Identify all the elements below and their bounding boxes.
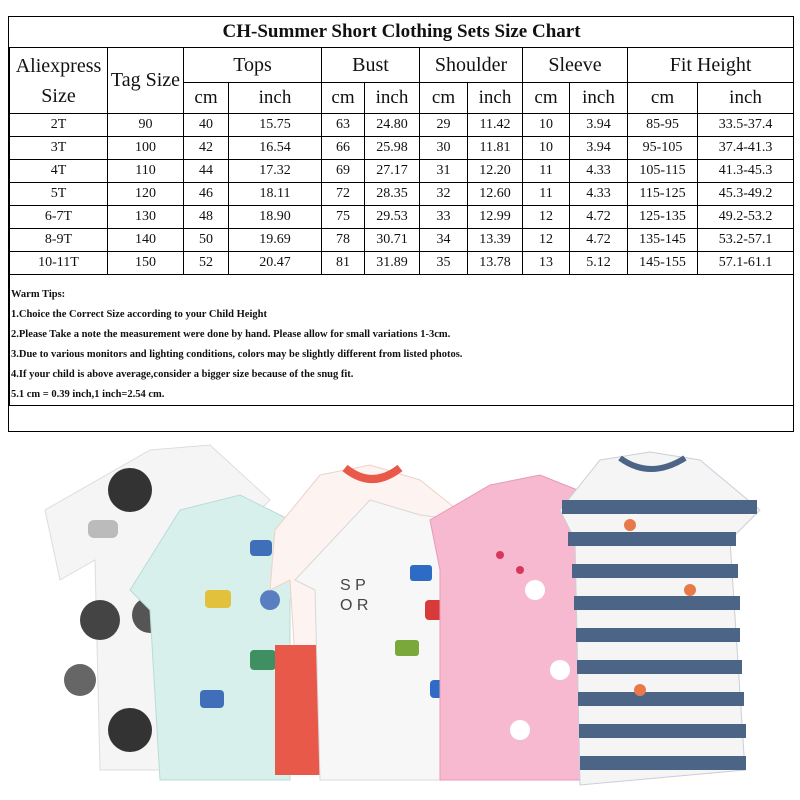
- table-row: [10, 160, 794, 183]
- table-cell: 110: [108, 160, 184, 183]
- table-cell: 25.98: [365, 137, 420, 160]
- tips-heading: Warm Tips:: [11, 289, 66, 300]
- table-cell: 53.2-57.1: [698, 229, 794, 252]
- table-cell: 81: [322, 252, 365, 275]
- table-cell: 12: [523, 206, 570, 229]
- table-cell: 140: [108, 229, 184, 252]
- unit-header: inch: [229, 83, 322, 114]
- table-cell: 10: [523, 137, 570, 160]
- unit-header: cm: [184, 83, 229, 114]
- table-cell: 49.2-53.2: [698, 206, 794, 229]
- table-cell: 63: [322, 114, 365, 137]
- table-cell: 30.71: [365, 229, 420, 252]
- chart-title: CH-Summer Short Clothing Sets Size Chart: [10, 17, 794, 48]
- table-cell: 29: [420, 114, 468, 137]
- tip-item: 1.Choice the Correct Size according to your Child Height: [11, 309, 267, 320]
- svg-text:O R: O R: [340, 597, 369, 614]
- table-cell: 34: [420, 229, 468, 252]
- table-cell: 5T: [10, 183, 108, 206]
- product-photo: [0, 440, 800, 800]
- table-cell: 3.94: [570, 114, 628, 137]
- tip-item: 2.Please Take a note the measurement were done by hand. Please allow for small variations 1-3cm.: [11, 329, 451, 340]
- unit-header: cm: [523, 83, 570, 114]
- table-cell: 27.17: [365, 160, 420, 183]
- table-cell: 44: [184, 160, 229, 183]
- table-cell: 75: [322, 206, 365, 229]
- table-cell: 13.78: [468, 252, 523, 275]
- table-cell: 150: [108, 252, 184, 275]
- table-cell: 90: [108, 114, 184, 137]
- table-cell: 115-125: [628, 183, 698, 206]
- size-chart: [8, 16, 794, 432]
- table-cell: 6-7T: [10, 206, 108, 229]
- table-cell: 2T: [10, 114, 108, 137]
- table-cell: 11: [523, 160, 570, 183]
- table-row: [10, 206, 794, 229]
- table-cell: 24.80: [365, 114, 420, 137]
- unit-header: inch: [570, 83, 628, 114]
- table-cell: 12.99: [468, 206, 523, 229]
- table-row: [10, 229, 794, 252]
- table-cell: 10: [523, 114, 570, 137]
- table-cell: 48: [184, 206, 229, 229]
- table-cell: 28.35: [365, 183, 420, 206]
- unit-header: inch: [365, 83, 420, 114]
- table-cell: 17.32: [229, 160, 322, 183]
- table-cell: 33: [420, 206, 468, 229]
- table-cell: 3.94: [570, 137, 628, 160]
- table-cell: 4.72: [570, 229, 628, 252]
- table-cell: 130: [108, 206, 184, 229]
- table-cell: 41.3-45.3: [698, 160, 794, 183]
- table-cell: 11: [523, 183, 570, 206]
- table-cell: 11.42: [468, 114, 523, 137]
- table-cell: 19.69: [229, 229, 322, 252]
- table-cell: 13: [523, 252, 570, 275]
- table-cell: 11.81: [468, 137, 523, 160]
- table-cell: 3T: [10, 137, 108, 160]
- table-cell: 31: [420, 160, 468, 183]
- table-row: [10, 252, 794, 275]
- table-row: [10, 114, 794, 137]
- sleeve-header: Sleeve: [523, 48, 628, 83]
- table-cell: 72: [322, 183, 365, 206]
- table-cell: 35: [420, 252, 468, 275]
- size-rows: [10, 114, 794, 275]
- unit-header: cm: [322, 83, 365, 114]
- table-cell: 4.33: [570, 160, 628, 183]
- table-row: [10, 183, 794, 206]
- unit-header: inch: [468, 83, 523, 114]
- unit-header: inch: [698, 83, 794, 114]
- table-cell: 42: [184, 137, 229, 160]
- table-cell: 12: [523, 229, 570, 252]
- table-cell: 66: [322, 137, 365, 160]
- tip-item: 5.1 cm = 0.39 inch,1 inch=2.54 cm.: [11, 389, 165, 400]
- aliexpress-size-header: Aliexpress Size: [10, 48, 108, 114]
- tops-header: Tops: [184, 48, 322, 83]
- table-cell: 29.53: [365, 206, 420, 229]
- table-cell: 125-135: [628, 206, 698, 229]
- table-cell: 12.20: [468, 160, 523, 183]
- table-cell: 4.33: [570, 183, 628, 206]
- table-cell: 20.47: [229, 252, 322, 275]
- shoulder-header: Shoulder: [420, 48, 523, 83]
- table-cell: 5.12: [570, 252, 628, 275]
- table-cell: 18.90: [229, 206, 322, 229]
- table-cell: 40: [184, 114, 229, 137]
- tag-size-header: Tag Size: [108, 48, 184, 114]
- table-cell: 4T: [10, 160, 108, 183]
- fit-height-header: Fit Height: [628, 48, 794, 83]
- table-cell: 31.89: [365, 252, 420, 275]
- table-cell: 105-115: [628, 160, 698, 183]
- table-cell: 8-9T: [10, 229, 108, 252]
- table-cell: 50: [184, 229, 229, 252]
- table-cell: 45.3-49.2: [698, 183, 794, 206]
- table-cell: 145-155: [628, 252, 698, 275]
- table-cell: 32: [420, 183, 468, 206]
- table-cell: 85-95: [628, 114, 698, 137]
- table-cell: 10-11T: [10, 252, 108, 275]
- table-cell: 4.72: [570, 206, 628, 229]
- size-table: [9, 17, 794, 406]
- table-row: [10, 137, 794, 160]
- blue-stripe-set-image: [560, 452, 760, 785]
- table-cell: 13.39: [468, 229, 523, 252]
- table-cell: 52: [184, 252, 229, 275]
- warm-tips: [10, 275, 794, 406]
- tip-item: 4.If your child is above average,consider a bigger size because of the snug fit.: [11, 369, 354, 380]
- bust-header: Bust: [322, 48, 420, 83]
- table-cell: 57.1-61.1: [698, 252, 794, 275]
- table-cell: 135-145: [628, 229, 698, 252]
- unit-header: cm: [628, 83, 698, 114]
- table-cell: 95-105: [628, 137, 698, 160]
- table-cell: 120: [108, 183, 184, 206]
- tip-item: 3.Due to various monitors and lighting conditions, colors may be slightly different from listed photos.: [11, 349, 463, 360]
- table-cell: 33.5-37.4: [698, 114, 794, 137]
- table-cell: 16.54: [229, 137, 322, 160]
- table-cell: 78: [322, 229, 365, 252]
- table-cell: 30: [420, 137, 468, 160]
- table-cell: 100: [108, 137, 184, 160]
- table-cell: 18.11: [229, 183, 322, 206]
- unit-header: cm: [420, 83, 468, 114]
- table-cell: 15.75: [229, 114, 322, 137]
- table-cell: 46: [184, 183, 229, 206]
- table-cell: 37.4-41.3: [698, 137, 794, 160]
- table-cell: 12.60: [468, 183, 523, 206]
- svg-text:S P: S P: [340, 577, 366, 594]
- table-cell: 69: [322, 160, 365, 183]
